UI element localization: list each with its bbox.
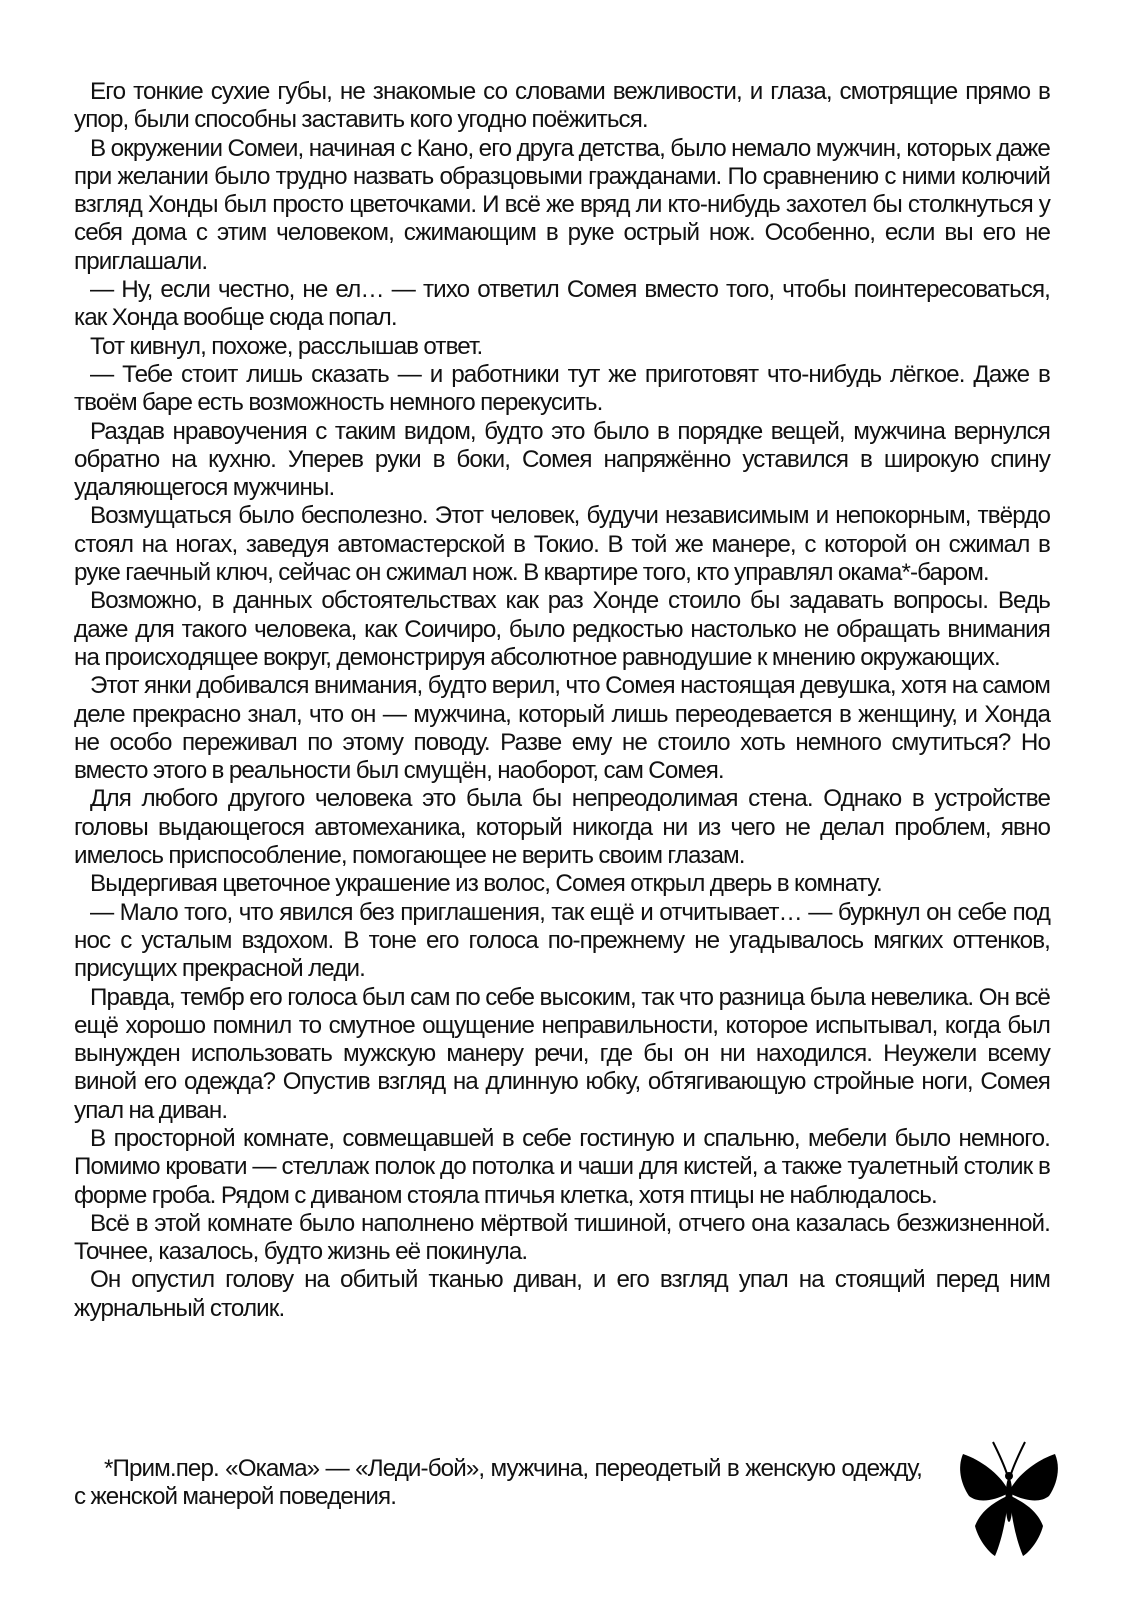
paragraph: Его тонкие сухие губы, не знакомые со словами вежливости, и глаза, смотрящие прямо в упор, были способны заставить кого угодно поёжиться. bbox=[74, 78, 1050, 134]
paragraph: Возмущаться было бесполезно. Этот человек, будучи независимым и непокорным, твёрдо стоял на ногах, заведуя автомастерской в Токио. В той же манере, с которой он сжимал в руке гаечный ключ, сейчас он сжимал нож. В квартире того, кто управлял окама*-баром. bbox=[74, 502, 1050, 587]
paragraph: — Тебе стоит лишь сказать — и работники тут же приготовят что-нибудь лёгкое. Даже в твоём баре есть возможность немного перекусить. bbox=[74, 360, 1050, 417]
butterfly-shape bbox=[960, 1454, 1058, 1556]
paragraph: — Ну, если честно, не ел… — тихо ответил Сомея вместо того, чтобы поинтересоваться, как Хонда вообще сюда попал. bbox=[74, 276, 1050, 332]
paragraph: Он опустил голову на обитый тканью диван, и его взгляд упал на стоящий перед ним журнальный столик. bbox=[74, 1266, 1050, 1322]
paragraph: В окружении Сомеи, начиная с Кано, его друга детства, было немало мужчин, которых даже при желании было трудно назвать образцовыми гражданами. По сравнению с ними колючий взгляд Хонды был просто цветочками. И всё же вряд ли кто-нибудь захотел бы столкнуться у себя дома с этим человеком, сжимающим в руке острый нож. Особенно, если вы его не приглашали. bbox=[74, 134, 1050, 275]
paragraph: Правда, тембр его голоса был сам по себе высоким, так что разница была невелика. Он всё ещё хорошо помнил то смутное ощущение неправильности, которое испытывал, когда был вынужден использовать мужскую манеру речи, где бы он ни находился. Неужели всему виной его одежда? Опустив взгляд на длинную юбку, обтягивающую стройные ноги, Сомея упал на диван. bbox=[74, 983, 1050, 1124]
story-text bbox=[74, 78, 1050, 1323]
paragraph: Тот кивнул, похоже, расслышав ответ. bbox=[90, 332, 483, 360]
paragraph: В просторной комнате, совмещавшей в себе гостиную и спальню, мебели было немного. Помимо кровати — стеллаж полок до потолка и чаши для кистей, а также туалетный столик в форме гроба. Рядом с диваном стояла птичья клетка, хотя птицы не наблюдалось. bbox=[74, 1124, 1050, 1209]
paragraph: Выдергивая цветочное украшение из волос, Сомея открыл дверь в комнату. bbox=[90, 870, 882, 898]
paragraph: Всё в этой комнате было наполнено мёртвой тишиной, отчего она казалась безжизненной. Точнее, казалось, будто жизнь её покинула. bbox=[74, 1209, 1050, 1266]
butterfly-right-upper-wing bbox=[1011, 1454, 1058, 1500]
butterfly-antennae bbox=[993, 1442, 1025, 1474]
translator-footnote: *Прим.пер. «Окама» — «Леди-бой», мужчина, переодетый в женскую одежду, с женской манерой поведения. bbox=[74, 1455, 922, 1511]
paragraph: — Мало того, что явился без приглашения, так ещё и отчитывает… — буркнул он себе под нос с усталым вздохом. В тоне его голоса по-прежнему не угадывалось мягких оттенков, присущих прекрасной леди. bbox=[74, 898, 1050, 983]
paragraph: Этот янки добивался внимания, будто верил, что Сомея настоящая девушка, хотя на самом деле прекрасно знал, что он — мужчина, который лишь переодевается в женщину, и Хонда не особо переживал по этому поводу. Разве ему не стоило хоть немного смутиться? Но вместо этого в реальности был смущён, наоборот, сам Сомея. bbox=[74, 672, 1050, 785]
paragraph: Для любого другого человека это была бы непреодолимая стена. Однако в устройстве головы выдающегося автомеханика, который никогда ни из чего не делал проблем, явно имелось приспособление, помогающее не верить своим глазам. bbox=[74, 785, 1050, 870]
butterfly-icon bbox=[957, 1438, 1061, 1556]
butterfly-body bbox=[1006, 1478, 1013, 1522]
butterfly-left-upper-wing bbox=[960, 1454, 1007, 1500]
paragraph: Раздав нравоучения с таким видом, будто это было в порядке вещей, мужчина вернулся обратно на кухню. Уперев руки в боки, Сомея напряжённо уставился в широкую спину удаляющегося мужчины. bbox=[74, 417, 1050, 502]
butterfly-left-lower-wing bbox=[975, 1496, 1007, 1556]
butterfly-right-lower-wing bbox=[1011, 1496, 1043, 1556]
paragraph: Возможно, в данных обстоятельствах как раз Хонде стоило бы задавать вопросы. Ведь даже для такого человека, как Соичиро, было редкостью настолько не обращать внимания на происходящее вокруг, демонстрируя абсолютное равнодушие к мнению окружающих. bbox=[74, 587, 1050, 671]
